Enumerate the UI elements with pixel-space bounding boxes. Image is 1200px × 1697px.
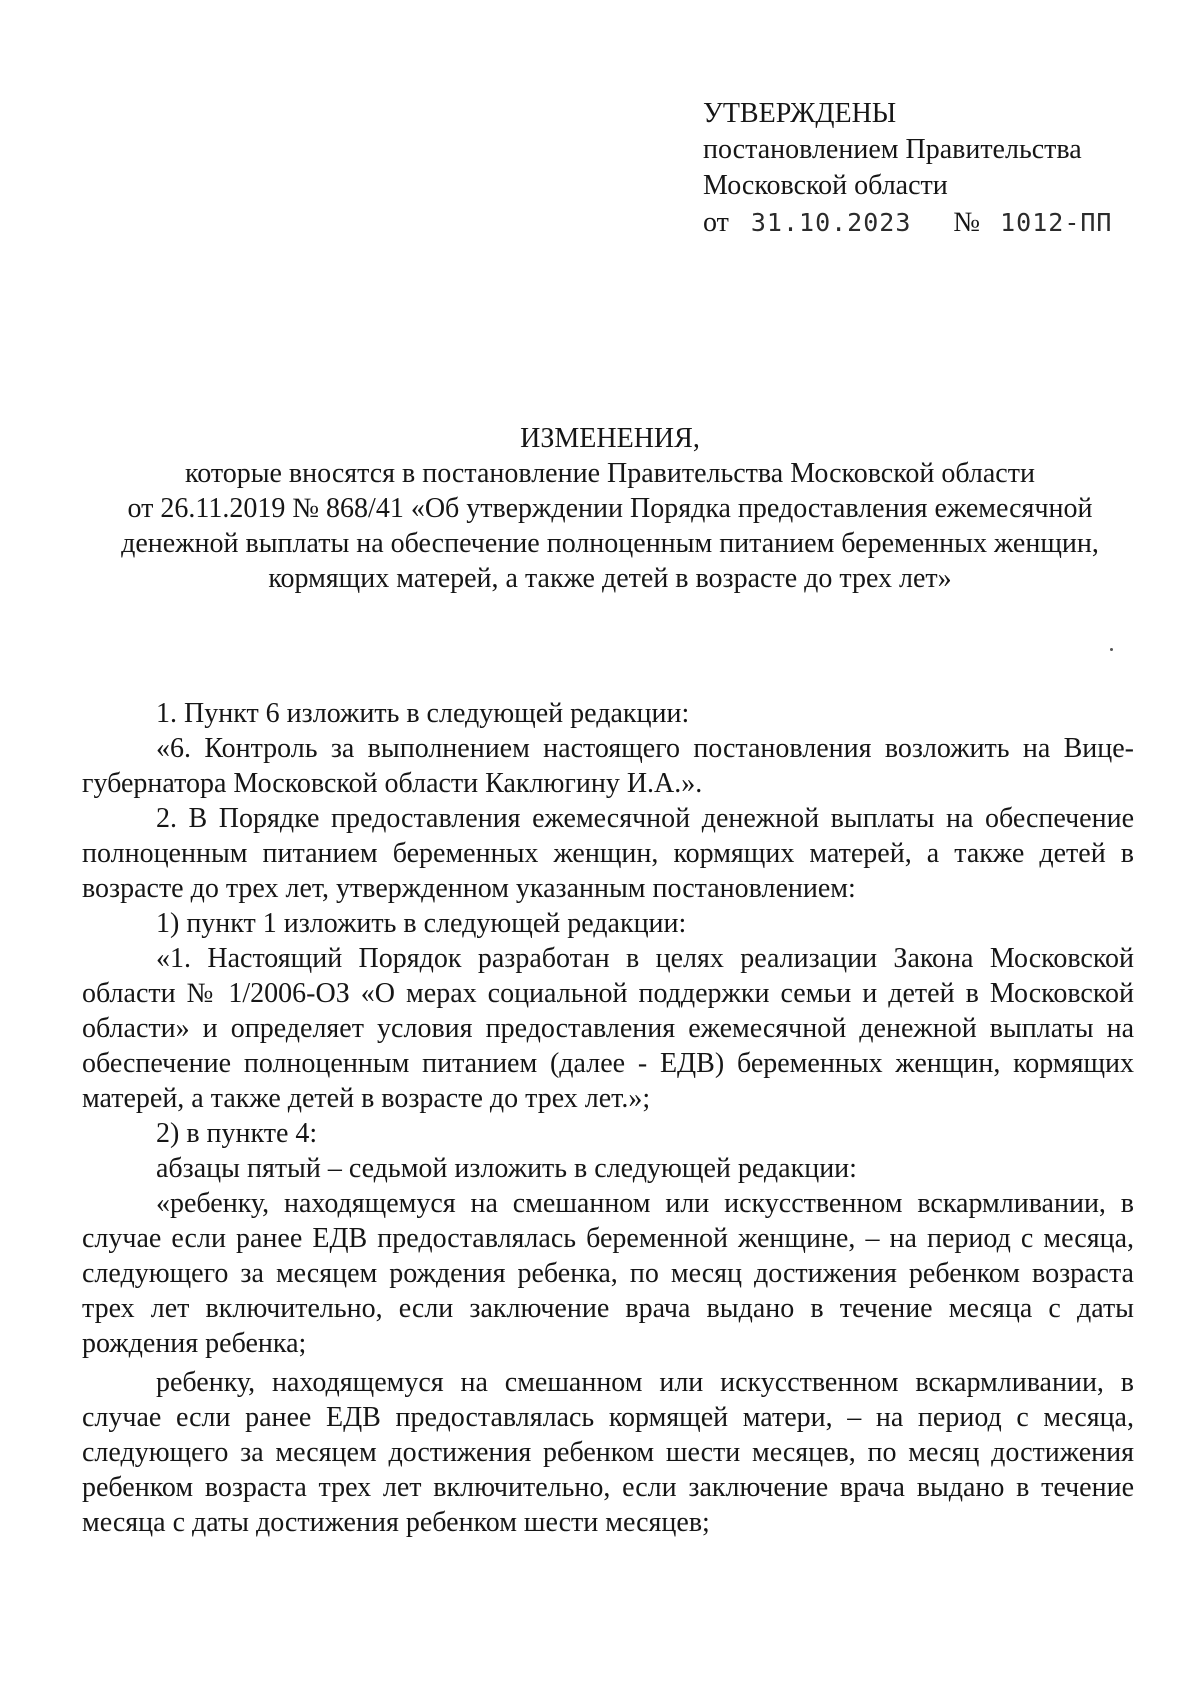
document-heading — [90, 421, 1130, 596]
scan-speck — [1110, 648, 1113, 651]
date-stamp: 31.10.2023 — [750, 208, 912, 237]
paragraph-4: 1) пункт 1 изложить в следующей редакции: — [156, 908, 687, 939]
paragraph-1: 1. Пункт 6 изложить в следующей редакции: — [156, 698, 690, 729]
paragraph-3: 2. В Порядке предоставления ежемесячной денежной выплаты на обеспечение полноценным питанием беременных женщин, кормящих матерей, а также детей в возрасте до трех лет, утвержденном указанным постановлением: — [82, 803, 1134, 904]
paragraph-2: «6. Контроль за выполнением настоящего постановления возложить на Вице-губернатора Московской области Каклюгину И.А.». — [82, 733, 1134, 799]
paragraph-5: «1. Настоящий Порядок разработан в целях реализации Закона Московской области № 1/2006-ОЗ «О мерах социальной поддержки семьи и детей в Московской области» и определяет условия предоставления ежемесячной денежной выплаты на обеспечение полноценным питанием (далее - ЕДВ) беременных женщин, кормящих матерей, а также детей в возрасте до трех лет.»; — [82, 943, 1134, 1114]
approval-block — [703, 96, 1163, 241]
paragraph-7: абзацы пятый – седьмой изложить в следующей редакции: — [156, 1153, 857, 1184]
approval-date-line — [703, 205, 1163, 241]
approval-title: УТВЕРЖДЕНЫ — [703, 98, 897, 129]
paragraph-9: ребенку, находящемуся на смешанном или искусственном вскармливании, в случае если ранее ЕДВ предоставлялась кормящей матери, – на период с месяца, следующего за месяцем достижения ребенком шести месяцев, по месяц достижения ребенком возраста трех лет включительно, если заключение врача выдано в течение месяца с даты достижения ребенком шести месяцев; — [82, 1367, 1134, 1538]
approval-line-3: Московской области — [703, 170, 948, 201]
date-prefix: от — [703, 207, 729, 238]
paragraph-6: 2) в пункте 4: — [156, 1118, 318, 1149]
heading-line-1: которые вносятся в постановление Правительства Московской области — [185, 458, 1035, 489]
number-stamp: 1012-ПП — [1000, 208, 1113, 237]
heading-title: ИЗМЕНЕНИЯ, — [520, 423, 700, 454]
heading-line-3: денежной выплаты на обеспечение полноценным питанием беременных женщин, — [121, 528, 1099, 559]
approval-line-2: постановлением Правительства — [703, 134, 1082, 165]
document-body — [82, 696, 1134, 1540]
heading-line-2: от 26.11.2019 № 868/41 «Об утверждении Порядка предоставления ежемесячной — [127, 493, 1093, 524]
paragraph-8: «ребенку, находящемуся на смешанном или искусственном вскармливании, в случае если ранее ЕДВ предоставлялась беременной женщине, – на период с месяца, следующего за месяцем рождения ребенка, по месяц достижения ребенком возраста трех лет включительно, если заключение врача выдано в течение месяца с даты рождения ребенка; — [82, 1188, 1134, 1359]
heading-line-4: кормящих матерей, а также детей в возрасте до трех лет» — [268, 563, 952, 594]
number-sign: № — [953, 207, 981, 238]
